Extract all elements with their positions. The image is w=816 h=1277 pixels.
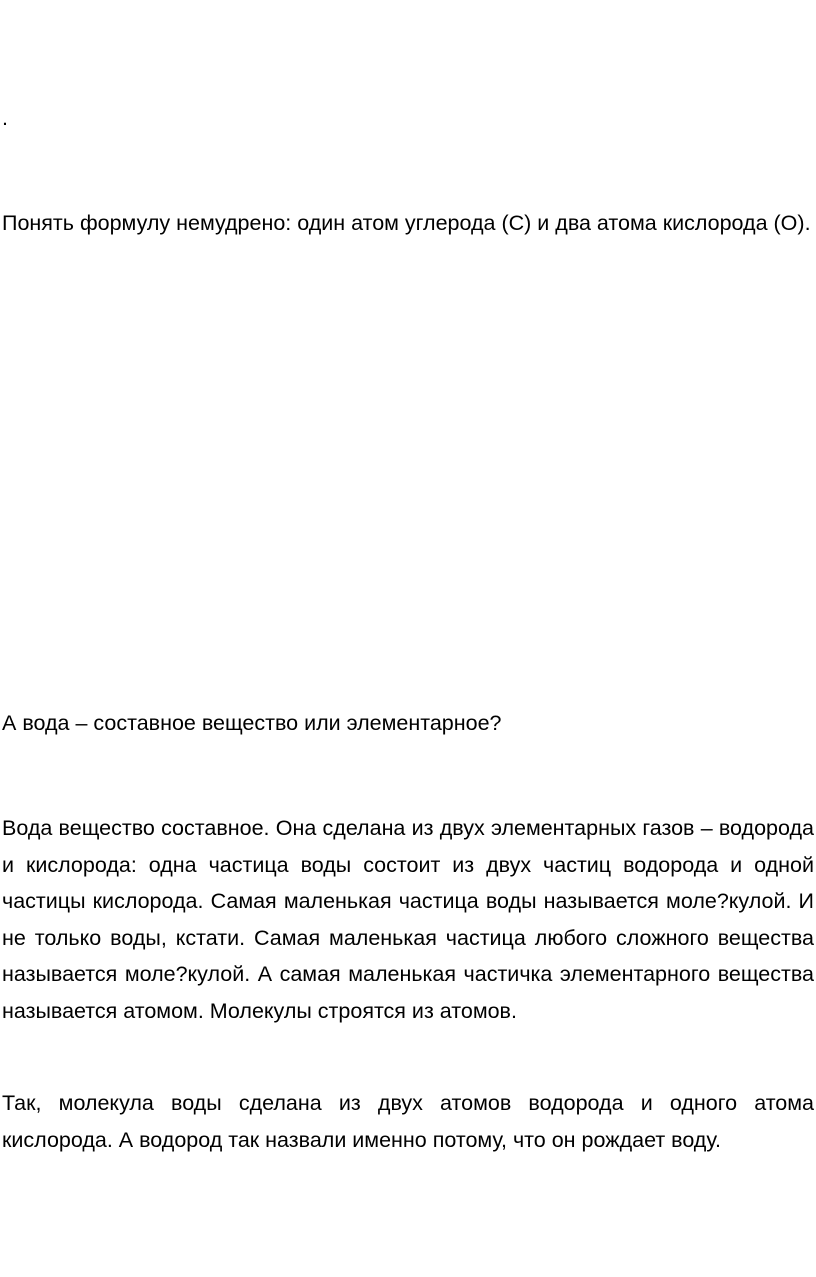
paragraph-carbon-dioxide-formula: Понять формулу немудрено: один атом углерода (С) и два атома кислорода (О). xyxy=(2,211,811,235)
paragraph-water-question: А вода – составное вещество или элементарное? xyxy=(2,711,502,735)
paragraph-water-molecule-atoms: Так, молекула воды сделана из двух атомов водорода и одного атома кислорода. А водород так назвали именно потому, что он рождает воду. xyxy=(2,1091,814,1152)
paragraph-water-molecule-explanation: Вода вещество составное. Она сделана из двух элементарных газов – водорода и кислорода: одна частица воды состоит из двух частиц водорода и одной частицы кислорода. Самая маленькая частица воды называется моле?кулой. И не только воды, кстати. Самая маленькая частица любого сложного вещества называется моле?кулой. А самая маленькая частичка элементарного вещества называется атомом. Молекулы строятся из атомов. xyxy=(2,816,814,1023)
stray-dot: . xyxy=(2,106,8,130)
